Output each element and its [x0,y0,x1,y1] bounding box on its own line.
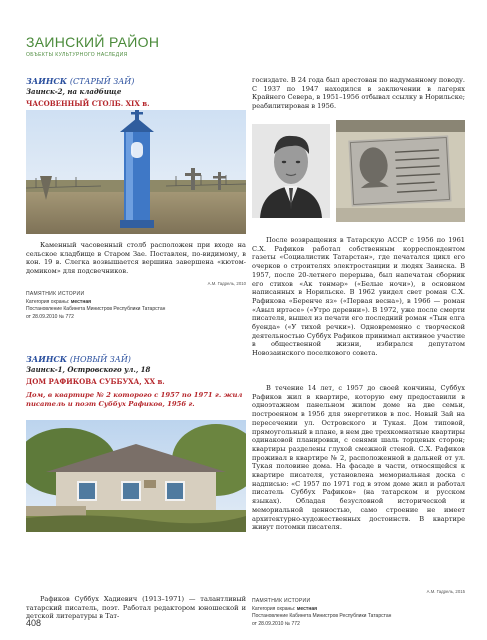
page-number: 408 [26,618,42,628]
entry2-protection-date: от 28.09.2010 № 772 [252,620,300,627]
entry1-photo-credit: А.М. Гадрель, 2010 [207,281,246,286]
entry1-protection-date: от 28.09.2010 № 772 [26,313,74,320]
page-section-subtitle: ОБЪЕКТЫ КУЛЬТУРНОГО НАСЛЕДИЯ [26,52,128,58]
entry2-protection-info [252,598,465,628]
entry1-protection-decree: Постановление Кабинета Министров Республики Татарстан [26,306,166,313]
entry2-heading [26,354,246,409]
entry2-address: Заинск-1, Островского ул., 18 [26,365,151,374]
page-section-title: ЗАИНСКИЙ РАЙОН [26,34,160,50]
entry2-protection-category: Категория охраны: местная [252,605,318,612]
entry1-protection-category: Категория охраны: местная [26,298,92,305]
entry1-heading [26,76,246,108]
entry1-place: ЗАИНСК (СТАРЫЙ ЗАЙ) [26,76,135,86]
entry1-protection-heading: ПАМЯТНИК ИСТОРИИ [26,291,85,297]
entry2-protection-heading: ПАМЯТНИК ИСТОРИИ [252,598,311,604]
chapel-pillar-photo [26,110,246,234]
entry2-protection-decree: Постановление Кабинета Министров Республики Татарстан [252,613,392,620]
entry1-description: Каменный часовенный столб расположен при входе на сельское кладбище в Старом Зае. Поставлен, по-видимому, в кон. 19 в. Слегка возвышается вершина завершена «кютом-домиком» для подсвечников. [26,241,246,276]
entry2-photo-credit: А.М. Гадрель, 2015 [426,589,465,594]
entry2-object-subtitle: Дом, в квартире № 2 которого с 1957 по 1971 г. жил писатель и поэт Суббух Рафиков, 1956 г. [26,391,243,408]
entry2-place: ЗАИНСК (НОВЫЙ ЗАЙ) [26,354,131,364]
entry1-protection-info [26,291,246,321]
entry1-object-title: ЧАСОВЕННЫЙ СТОЛБ. XIX в. [26,99,150,108]
rafikov-house-photo [26,420,246,532]
biography-continuation: госиздате. В 24 года был арестован по надуманному поводу. С 1937 по 1947 находился в заключении в лагерях Крайнего Севера, в 1951–1956 отбывал ссылку в Норильске; реабилитирован в 1956. [252,76,465,111]
house-description-text: В течение 14 лет, с 1957 до своей кончины, Суббух Рафиков жил в квартире, которую ему предоставили в одноэтажном панельном жилом доме на две семьи, построенном в 1956 для энергетиков в пос. Новый Зай на пересечении ул. Островского и Тукая. Дом типовой, прямоугольный в плане, в нем две трехкомнатные квартиры одинаковой планировки, с сенями шаль торцевых сторон; квартиры разделены глухой смежной стеной. С.Х. Рафиков проживал в квартире № 2, расположенной в дальней от ул. Тукая половине дома. На фасаде в части, относящейся к квартире писателя, установлена мемориальная доска с надписью: «С 1957 по 1971 год в этом доме жил и работал писатель Суббух Рафиков» (на татарском и русском языках). Обладая безусловной исторической и мемориальной ценностью, само строение не имеет архитектурно-художественных достоинств. В квартире живут потомки писателя. [252,384,465,532]
entry2-biography-start: Рафиков Суббух Хадиевич (1913–1971) — талантливый татарский писатель, поэт. Работал редактором юношеской и детской литературы в Тат- [26,595,246,621]
entry1-address: Заинск-2, на кладбище [26,87,122,96]
rafikov-portrait-photo [252,124,330,218]
entry2-object-title: ДОМ РАФИКОВА СУББУХА, XX в. [26,377,165,386]
memorial-plaque-photo [336,120,465,222]
biography-main-text: После возвращения в Татарскую АССР с 1956 по 1961 С.Х. Рафиков работал собственным корреспондентом газеты «Социалистик Татарстан», где печатался цикл его очерков о строителях электростанции и людях Заинска. В 1957, после 20-летнего перерыва, был напечатан сборник его стихов «Ак төнмәр» («Белые ночи»), в основном написанных в Норильске. В 1962 увидел свет роман С.Х. Рафикова «Беренче яз» («Первая весна»), в 1966 — роман «Авыл иртәсе» («Утро деревни»). В 1972, уже после смерти писателя, вышел из печати его последний роман «Тын елга буенда» («У тихой речки»). Одновременно с творческой деятельностью Суббух Рафиков принимал активное участие в общественной жизни, избирался депутатом Новозаинского поселкового совета. [252,236,465,358]
